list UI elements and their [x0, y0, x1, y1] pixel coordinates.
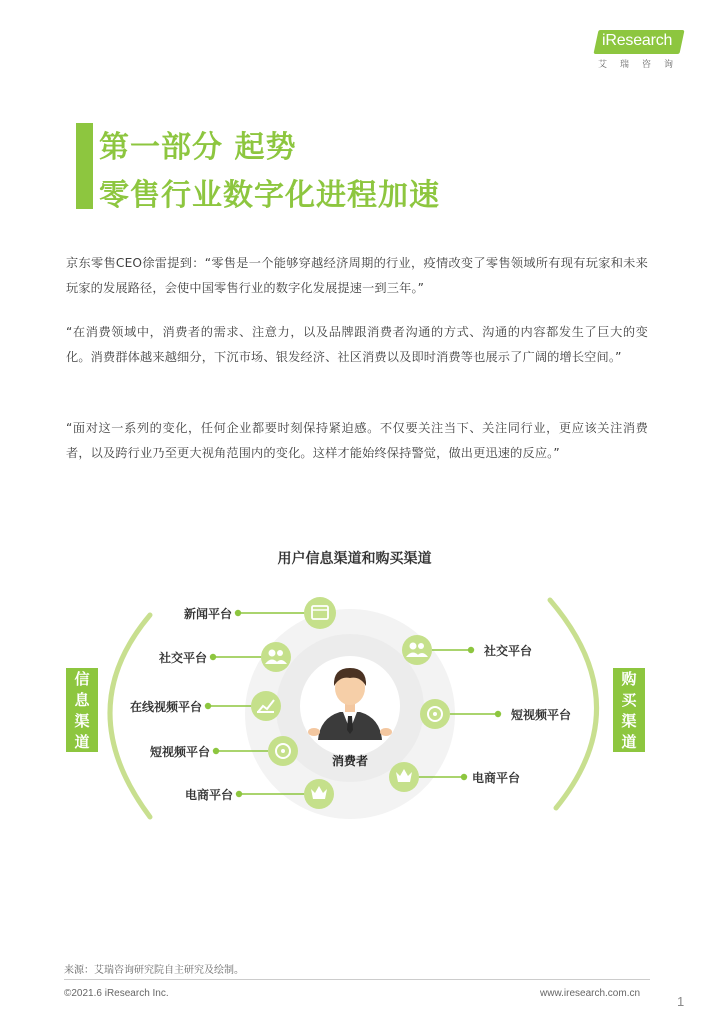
info-channel-news: 新闻平台 — [183, 607, 232, 621]
social-platform-icon-left — [261, 642, 291, 672]
logo-subtitle: 艾瑞咨询 — [598, 60, 687, 70]
left-arc — [110, 615, 150, 817]
ecommerce-icon-right — [389, 762, 419, 792]
short-video-icon-right — [420, 699, 450, 729]
copyright: ©2021.6 iResearch Inc. — [64, 988, 169, 999]
paragraph-1: 京东零售CEO徐雷提到：“零售是一个能够穿越经济周期的行业，疫情改变了零售领域所有现有玩家和未来玩家的发展路径，会使中国零售行业的数字化发展提速一到三年。” — [66, 256, 648, 295]
paragraph-3: “面对这一系列的变化，任何企业都要时刻保持紧迫感。不仅要关注当下、关注同行业，更应该关注消费者，以及跨行业乃至更大视角范围内的变化。这样才能始终保持警觉，做出更迅速的反应。” — [66, 421, 648, 460]
purchase-channel-short-video: 短视频平台 — [511, 708, 572, 722]
footer-divider — [64, 979, 650, 980]
ecommerce-icon-left — [304, 779, 334, 809]
purchase-channel-social: 社交平台 — [484, 644, 533, 658]
right-arc — [550, 600, 597, 808]
online-video-icon — [251, 691, 281, 721]
consumer-label: 消费者 — [331, 754, 368, 768]
logo-brand: iResearch — [602, 32, 673, 49]
news-platform-icon — [304, 597, 336, 629]
section-subtitle: 零售行业数字化进程加速 — [99, 178, 440, 213]
info-channel-box — [66, 668, 98, 752]
section-title: 第一部分 起势 — [99, 130, 297, 165]
page-number: 1 — [677, 994, 685, 1009]
purchase-channel-ecommerce: 电商平台 — [472, 771, 521, 785]
iresearch-logo — [596, 30, 688, 70]
info-channel-label: 信息渠道 — [74, 670, 90, 751]
channel-diagram — [0, 540, 709, 840]
title-accent-bar — [76, 123, 93, 209]
info-channel-social: 社交平台 — [158, 651, 207, 665]
diagram-graphics — [0, 540, 709, 840]
info-channel-online-video: 在线视频平台 — [129, 700, 202, 714]
info-channel-ecommerce: 电商平台 — [184, 788, 233, 802]
social-platform-icon-right — [402, 635, 432, 665]
purchase-channel-box — [613, 668, 645, 752]
short-video-icon-left — [268, 736, 298, 766]
info-channel-short-video: 短视频平台 — [149, 745, 210, 759]
source-note: 来源：艾瑞咨询研究院自主研究及绘制。 — [64, 965, 244, 976]
diagram-title: 用户信息渠道和购买渠道 — [277, 551, 432, 567]
website-link[interactable]: www.iresearch.com.cn — [540, 988, 641, 999]
paragraph-2: “在消费领域中，消费者的需求、注意力，以及品牌跟消费者沟通的方式、沟通的内容都发生了巨大的变化。消费群体越来越细分，下沉市场、银发经济、社区消费以及即时消费等也展示了广阔的增长空间。” — [66, 325, 648, 364]
left-connector-dots — [205, 610, 242, 797]
purchase-channel-label: 购买渠道 — [621, 670, 637, 751]
